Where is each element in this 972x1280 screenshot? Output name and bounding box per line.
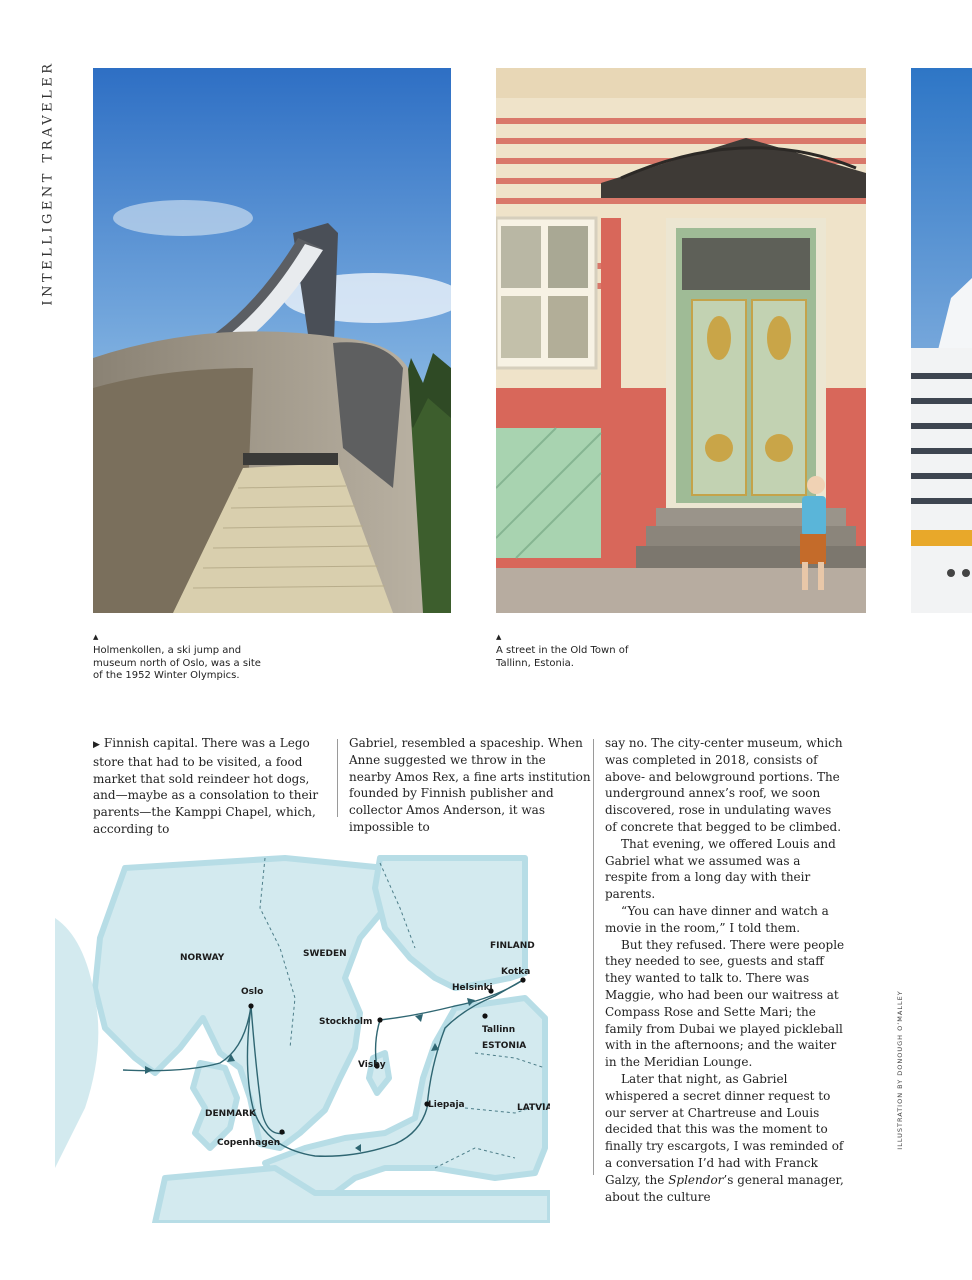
ship-name: Splendor [668, 1172, 724, 1187]
photo-cruise-ship [911, 68, 972, 613]
photo-caption-2 [496, 633, 656, 670]
map-label-tallinn: Tallinn [482, 1025, 516, 1035]
map-label-helsinki: Helsinki [452, 983, 493, 993]
column-rule-1 [337, 739, 338, 817]
map-label-copenhagen: Copenhagen [217, 1138, 281, 1148]
paragraph-5-end: ’s general manager, about the culture [605, 1172, 844, 1204]
caption-text: Holmenkollen, a ski jump and museum north of Oslo, was a site of the 1952 Winter Olympics. [93, 645, 261, 681]
photo-caption-1 [93, 633, 273, 683]
map-label-oslo: Oslo [241, 987, 264, 997]
caption-marker: ▲ [93, 633, 99, 641]
paragraph-5-start: Later that night, as Gabriel whispered a secret dinner request to our server at Chartreuse and Louis decided that this was the moment to finally try escargots, I was reminded of a conversation I’d had with Franck Galzy, the [605, 1071, 844, 1187]
map-label-kotka: Kotka [501, 967, 531, 977]
column-3-paragraph-4: But they refused. There were people they needed to see, guests and staff they wanted to talk to. There was Maggie, who had been our waitress at Compass Rose and Sette Mari; the family from Dubai we played pickleball with in the afternoons; and the waiter in the Meridian Lounge. [605, 937, 845, 1070]
column-3-paragraph-5 [605, 1071, 845, 1205]
photo-ski-jump [93, 68, 451, 613]
map-label-estonia: ESTONIA [482, 1041, 527, 1051]
ski-jump-illustration [93, 68, 451, 613]
column-rule-2 [593, 739, 594, 1175]
section-label-text: INTELLIGENT TRAVELER [40, 60, 56, 306]
map-label-stockholm: Stockholm [319, 1017, 373, 1027]
caption-marker: ▲ [496, 633, 502, 641]
column-3-paragraph-3: “You can have dinner and watch a movie in the room,” I told them. [605, 903, 829, 935]
map-label-finland: FINLAND [490, 941, 535, 951]
column-1-text: Finnish capital. There was a Lego store that had to be visited, a food market that sold reindeer hot dogs, and—maybe as a consolation to their parents—the Kamppi Chapel, which, according to [93, 736, 319, 836]
baltic-route-map [55, 848, 550, 1223]
map-label-latvia: LATVIA [517, 1103, 550, 1113]
caption-text: A street in the Old Town of Tallinn, Estonia. [496, 645, 629, 669]
map-label-denmark: DENMARK [205, 1109, 256, 1119]
continued-arrow-icon: ▶ [93, 740, 100, 750]
map-label-norway: NORWAY [180, 953, 225, 963]
illustration-credit [892, 990, 908, 1150]
illustration-credit-text: ILLUSTRATION BY DONOUGH O’MALLEY [896, 990, 904, 1150]
section-label [38, 60, 58, 306]
map-label-sweden: SWEDEN [303, 949, 347, 959]
article-column-2 [349, 735, 591, 836]
map-label-visby: Visby [358, 1060, 386, 1070]
cruise-ship-illustration [911, 68, 972, 613]
photo-tallinn-street [496, 68, 866, 613]
article-column-1 [93, 735, 335, 838]
column-3-paragraph-2: That evening, we offered Louis and Gabriel what we assumed was a respite from a long day with their parents. [605, 836, 836, 902]
map-label-liepaja: Liepaja [428, 1100, 465, 1110]
column-2-text: Gabriel, resembled a spaceship. When Anne suggested we throw in the nearby Amos Rex, a fine arts institution founded by Finnish publisher and collector Amos Anderson, it was impossible to [349, 736, 591, 834]
route-map [55, 848, 550, 1223]
column-3-paragraph-1: say no. The city-center museum, which was completed in 2018, consists of above- and belowground portions. The underground annex’s roof, we soon discovered, rose in undulating waves of concrete that begged to be climbed. [605, 736, 843, 834]
article-column-3 [605, 735, 845, 1205]
tallinn-door-illustration [496, 68, 866, 613]
